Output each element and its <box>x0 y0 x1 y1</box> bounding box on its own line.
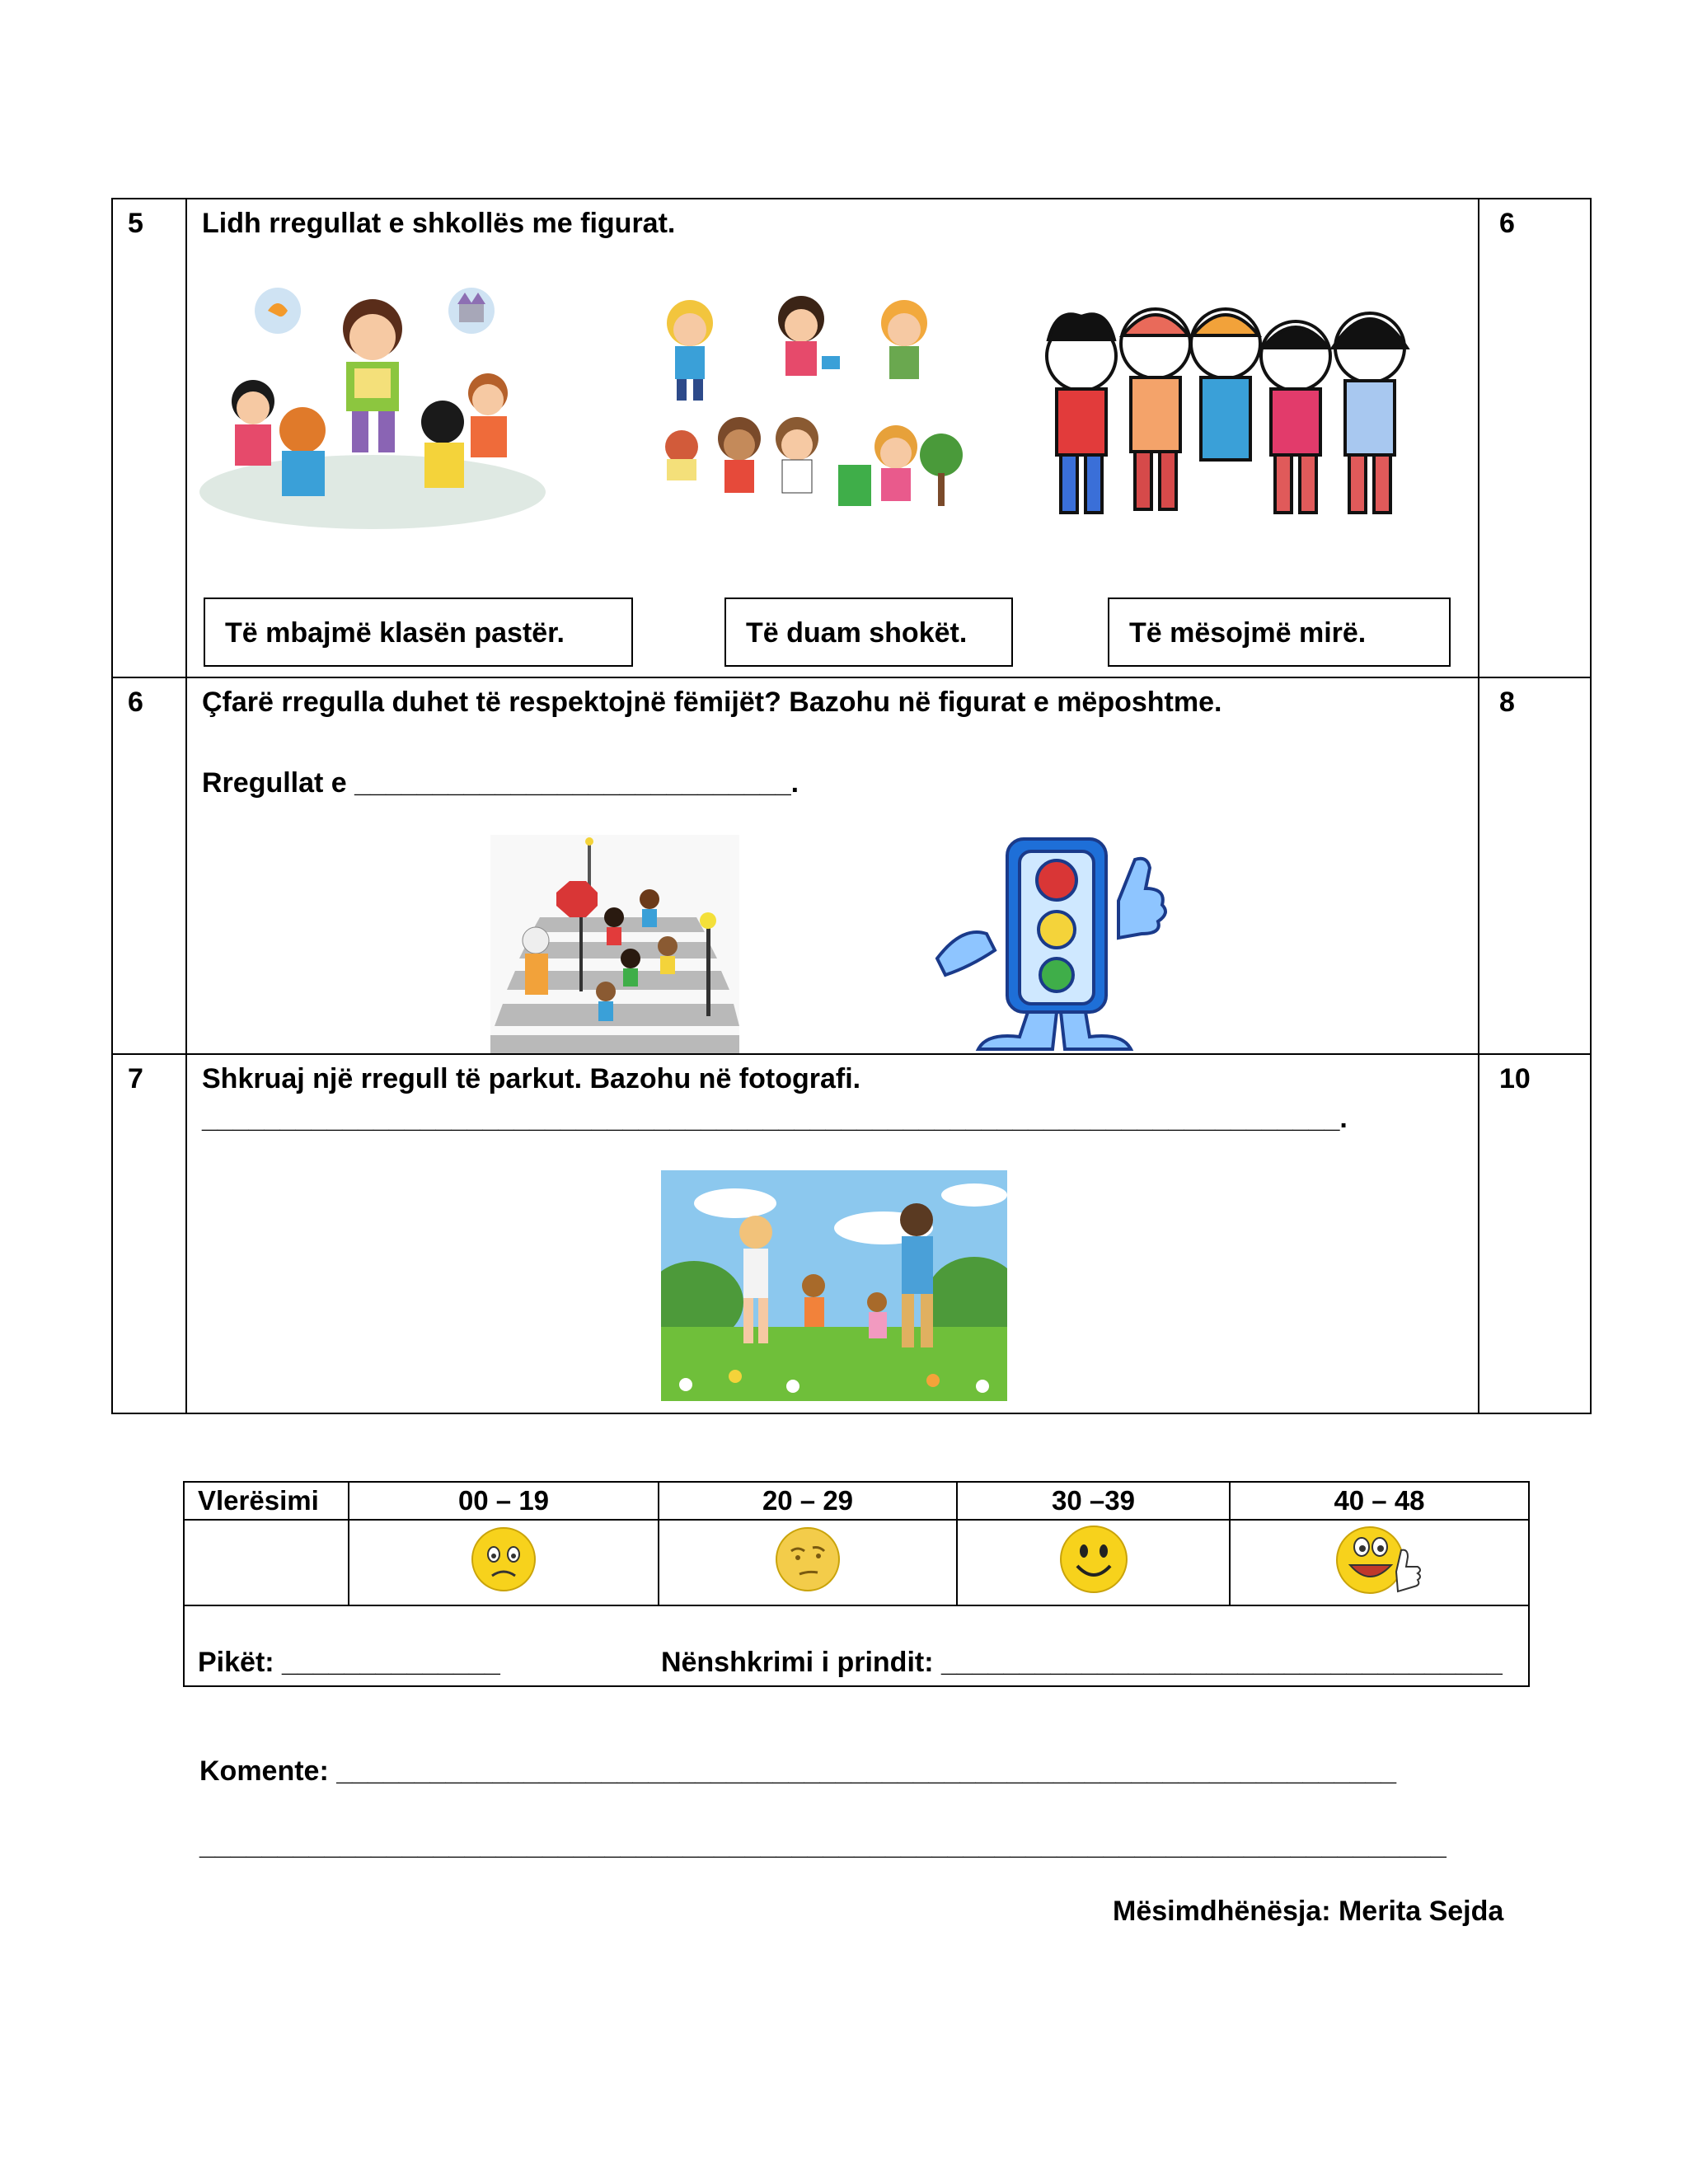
answer-line <box>202 767 799 799</box>
happy-friends-group-illustration <box>1024 298 1428 537</box>
sad-face-icon <box>469 1525 538 1594</box>
children-listening-to-teacher-illustration <box>195 286 550 533</box>
question-text: Lidh rregullat e shkollës me figurat. <box>202 208 676 239</box>
answer-prefix: Rregullat e <box>202 767 355 799</box>
signature-blank[interactable]: ____________________________________ <box>941 1647 1503 1678</box>
question-number: 5 <box>112 199 186 677</box>
question-content <box>186 1054 1479 1413</box>
question-points: 6 <box>1479 199 1591 677</box>
rule-box-1: Të mbajmë klasën pastër. <box>204 598 633 667</box>
score-range: 20 – 29 <box>659 1482 957 1520</box>
teacher-name: Mësimdhënësja: Merita Sejda <box>1113 1896 1504 1927</box>
evaluation-table <box>183 1481 1530 1687</box>
empty-cell <box>184 1520 349 1605</box>
rule-box-3: Të mësojmë mirë. <box>1108 598 1451 667</box>
points-label: Pikët: <box>198 1647 283 1678</box>
question-number: 6 <box>112 677 186 1054</box>
question-row <box>112 677 1591 1054</box>
signature-label: Nënshkrimi i prindit: <box>660 1647 941 1678</box>
face-cell <box>957 1520 1230 1605</box>
score-range: 40 – 48 <box>1230 1482 1529 1520</box>
question-text: Çfarë rregulla duhet të respektojnë fëmijët? Bazohu në figurat e mëposhtme. <box>202 687 1222 718</box>
comments-line <box>199 1755 1396 1788</box>
traffic-light-character-illustration <box>929 835 1184 1053</box>
rule-box-2: Të duam shokët. <box>724 598 1013 667</box>
doubtful-face-icon <box>773 1525 842 1594</box>
pedestrian-crossing-illustration <box>490 835 739 1053</box>
question-row <box>112 199 1591 677</box>
answer-blank: _________________________________________________________________________. <box>202 1103 1348 1134</box>
evaluation-header: Vlerësimi <box>184 1482 349 1520</box>
thumbs-up-face-icon <box>1330 1522 1429 1596</box>
smiling-face-icon <box>1057 1523 1130 1596</box>
face-cell <box>659 1520 957 1605</box>
family-running-in-park-illustration <box>661 1170 1007 1401</box>
question-number: 7 <box>112 1054 186 1413</box>
question-content <box>186 677 1479 1054</box>
question-content <box>186 199 1479 677</box>
comments-blank-2[interactable]: ________________________________________________________________________________ <box>199 1830 1447 1861</box>
score-signature-row <box>184 1605 1529 1686</box>
question-points: 8 <box>1479 677 1591 1054</box>
question-row <box>112 1054 1591 1413</box>
answer-blank: ____________________________. <box>354 767 799 799</box>
questions-table <box>111 198 1592 1414</box>
children-cleaning-illustration <box>649 290 970 529</box>
points-blank[interactable]: ______________ <box>282 1647 500 1678</box>
face-cell <box>349 1520 659 1605</box>
comments-blank[interactable]: ____________________________________________________________________ <box>336 1755 1397 1787</box>
question-points: 10 <box>1479 1054 1591 1413</box>
comments-label: Komente: <box>199 1755 337 1787</box>
face-cell <box>1230 1520 1529 1605</box>
score-range: 00 – 19 <box>349 1482 659 1520</box>
score-range: 30 –39 <box>957 1482 1230 1520</box>
question-text: Shkruaj një rregull të parkut. Bazohu në fotografi. <box>202 1063 861 1094</box>
